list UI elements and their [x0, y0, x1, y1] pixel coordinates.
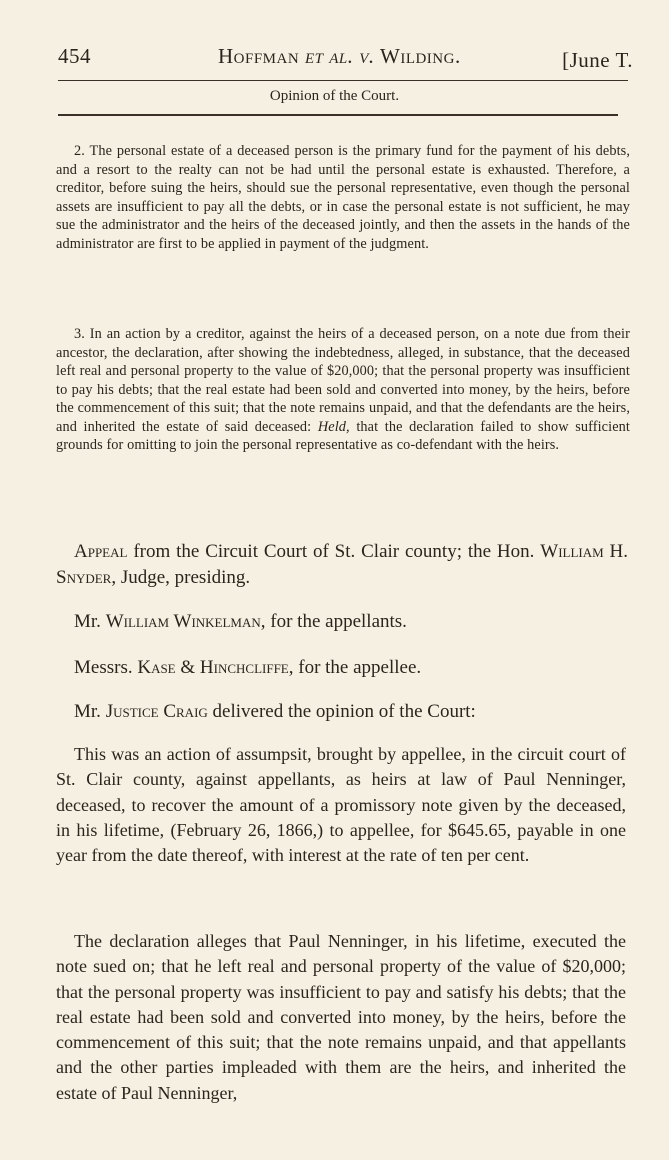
page-number: 454	[58, 44, 91, 68]
counsel-appellants	[56, 609, 628, 635]
appeal-lead: Appeal	[74, 541, 128, 562]
appeal-text: from the Circuit Court of St. Clair county; the Hon.	[133, 541, 535, 562]
syllabus-point-3	[56, 325, 630, 455]
justice-name: Justice Craig	[105, 701, 208, 722]
opinion-paragraph-1: This was an action of assumpsit, brought by appellee, in the circuit court of St. Clair county, against appellants, as heirs at law of Paul Nenninger, deceased, to recover the amount of a promissory note given by the deceased, in his lifetime, (February 26, 1866,) to appellee, for $645.65, payable in one year from the date thereof, with interest at the rate of ten per cent.	[56, 744, 626, 866]
opinion-subheading: Opinion of the Court.	[269, 88, 400, 104]
case-title-first-party: Hoffman	[218, 44, 300, 68]
counsel-appellee-prefix: Messrs.	[74, 657, 133, 678]
justice-prefix: Mr.	[74, 701, 101, 722]
term-label: [June T.	[562, 48, 633, 72]
appeal-line	[56, 539, 628, 591]
counsel-appellants-suffix: for the appellants.	[270, 611, 407, 632]
counsel-appellee	[56, 655, 628, 681]
syllabus-point-3-text: 3. In an action by a creditor, against the heirs of a deceased person, on a note due from their ancestor, the declaration, after showing the indebtedness, alleged, in substance, that the deceased left real and personal property to the value of $20,000; that the personal property was insufficient to pay his debts; that the real estate had been sold and converted into money, by the heirs, before the commencement of this suit; that the note remains unpaid, and that the defendants are the heirs, and inherited the estate of said deceased:	[56, 326, 630, 435]
counsel-appellee-suffix: for the appellee.	[298, 657, 422, 678]
judge-name: William H. Snyder,	[56, 541, 629, 588]
case-title-second-party: Wilding.	[380, 44, 461, 68]
counsel-appellants-prefix: Mr.	[74, 611, 101, 632]
appeal-text-end: Judge, presiding.	[120, 567, 251, 588]
syllabus-point-3-holding: that the declaration failed to show sufficient grounds for omitting to join the personal representative as co-defendant with the heirs.	[56, 418, 630, 454]
opinion-delivered-line	[56, 699, 628, 725]
opinion-paragraph-2: The declaration alleges that Paul Nenninger, in his lifetime, executed the note sued on; that he left real and personal property of the value of $20,000; that the personal property was insufficient to pay and satisfy his debts; that the real estate had been sold and converted into money, by the heirs, before the commencement of this suit; that the note remains unpaid, and that appellants and the other parties impleaded with them are the heirs, and inherited the estate of Paul Nenninger,	[56, 931, 626, 1103]
header-rule-bottom	[58, 114, 618, 116]
syllabus-point-2: 2. The personal estate of a deceased person is the primary fund for the payment of his debts, and a resort to the realty can not be had until the personal estate is exhausted. Therefore, a creditor, before suing the heirs, should sue the personal representative, even though the personal assets are insufficient to pay all the debts, or in case the personal estate is not sufficient, he may sue the administrator and the heirs of the deceased jointly, and then the assets in the hands of the administrator are first to be applied in payment of the judgment.	[56, 143, 630, 252]
counsel-appellants-name: William Winkelman,	[105, 611, 266, 632]
held-label: Held,	[317, 418, 350, 435]
case-title-versus: v.	[359, 44, 375, 68]
header-rule-top	[58, 80, 628, 81]
case-title-et-al: et al.	[304, 44, 354, 68]
case-title	[218, 44, 461, 69]
running-header	[58, 44, 633, 74]
delivered-text: delivered the opinion of the Court:	[212, 701, 476, 722]
counsel-appellee-name: Kase & Hinchcliffe,	[137, 657, 294, 678]
